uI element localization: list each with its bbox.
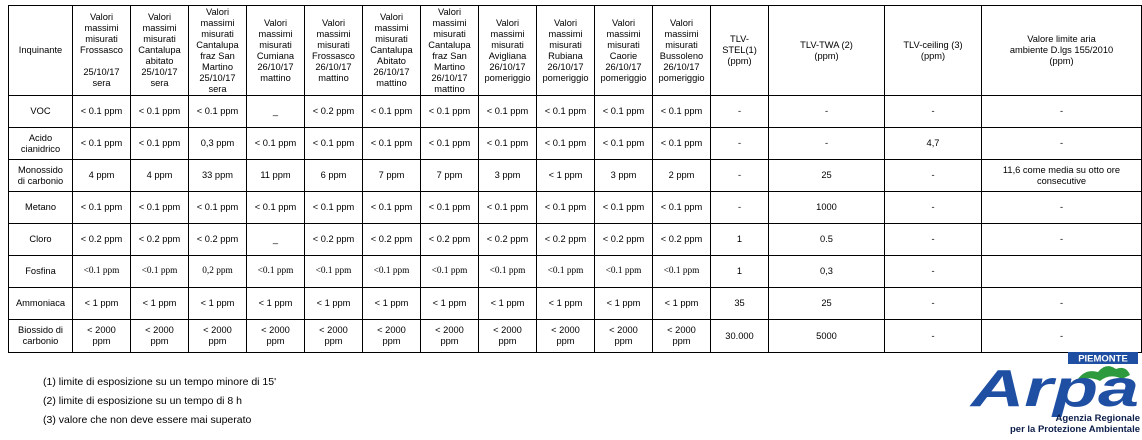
table-cell: 11 ppm [247,160,305,192]
table-cell: < 0.1 ppm [595,96,653,128]
table-cell: 0,3 [769,256,885,288]
table-cell: 5000 [769,320,885,353]
table-cell: < 0.1 ppm [537,192,595,224]
header-col-4: Valori massimi misurati Cumiana 26/10/17 mattino [247,6,305,96]
table-cell: < 1 ppm [595,288,653,320]
header-col-13: TLV-TWA (2) (ppm) [769,6,885,96]
table-cell: < 0.1 ppm [479,96,537,128]
table-cell: < 0.1 ppm [421,128,479,160]
table-cell: 1 [711,256,769,288]
logo-agency-line1: Agenzia Regionale [1055,413,1140,424]
table-cell: < 0.1 ppm [131,96,189,128]
table-cell: - [711,192,769,224]
header-col-8: Valori massimi misurati Avigliana 26/10/17 pomeriggio [479,6,537,96]
pollutant-name: Metano [9,192,73,224]
pollutants-table [8,5,1142,353]
table-cell: < 2000 ppm [131,320,189,353]
table-cell: < 1 ppm [305,288,363,320]
table-cell: 33 ppm [189,160,247,192]
table-cell: < 2000 ppm [595,320,653,353]
pollutant-name: Fosfina [9,256,73,288]
header-col-14: TLV-ceiling (3) (ppm) [885,6,982,96]
table-cell: < 2000 ppm [363,320,421,353]
table-cell: - [711,96,769,128]
table-cell: - [711,128,769,160]
table-cell: - [885,256,982,288]
table-cell: - [982,288,1142,320]
table-cell: <0.1 ppm [595,256,653,288]
table-cell: < 1 ppm [421,288,479,320]
table-cell: 4 ppm [131,160,189,192]
table-cell: < 2000 ppm [653,320,711,353]
pollutant-name: VOC [9,96,73,128]
table-cell: < 1 ppm [189,288,247,320]
header-col-12: TLV- STEL(1) (ppm) [711,6,769,96]
header-col-1: Valori massimi misurati Frossasco 25/10/17 sera [73,6,131,96]
table-cell: < 2000 ppm [73,320,131,353]
table-cell: < 1 ppm [479,288,537,320]
table-cell: < 0.1 ppm [363,128,421,160]
table-row [9,224,1142,256]
table-cell: < 0.1 ppm [305,128,363,160]
table-cell: < 0.2 ppm [595,224,653,256]
table-cell: < 0.1 ppm [595,192,653,224]
footnote-1: (1) limite di esposizione su un tempo minore di 15' [43,376,277,388]
table-cell: < 2000 ppm [479,320,537,353]
table-cell: < 1 ppm [537,288,595,320]
table-row [9,96,1142,128]
table-cell: < 2000 ppm [305,320,363,353]
table-cell: < 0.1 ppm [479,128,537,160]
table-cell: - [885,288,982,320]
table-cell: < 0.1 ppm [421,96,479,128]
logo-agency-line2: per la Protezione Ambientale [1010,424,1140,435]
header-col-11: Valori massimi misurati Bussoleno 26/10/17 pomeriggio [653,6,711,96]
table-cell: - [982,192,1142,224]
table-cell: - [885,160,982,192]
header-col-5: Valori massimi misurati Frossasco 26/10/17 mattino [305,6,363,96]
table-cell: - [982,320,1142,353]
table-cell: < 0.1 ppm [131,192,189,224]
table-cell: - [885,192,982,224]
table-cell: - [982,128,1142,160]
pollutant-name: Acido cianidrico [9,128,73,160]
table-header [9,6,1142,96]
table-cell: < 0.1 ppm [131,128,189,160]
header-col-10: Valori massimi misurati Caorie 26/10/17 pomeriggio [595,6,653,96]
table-cell: < 0.1 ppm [537,96,595,128]
table-row [9,128,1142,160]
table-cell: 0.5 [769,224,885,256]
table-cell: < 0.2 ppm [305,96,363,128]
table-cell: < 2000 ppm [247,320,305,353]
table-cell: < 0.1 ppm [247,192,305,224]
table-cell: 3 ppm [479,160,537,192]
table-row [9,256,1142,288]
table-row [9,160,1142,192]
table-cell: < 0.1 ppm [653,96,711,128]
table-cell: < 0.2 ppm [131,224,189,256]
table-cell: <0.1 ppm [305,256,363,288]
header-col-2: Valori massimi misurati Cantalupa abitato 25/10/17 sera [131,6,189,96]
table-cell: - [885,320,982,353]
table-cell: < 2000 ppm [189,320,247,353]
table-cell: <0.1 ppm [537,256,595,288]
table-cell: < 0.1 ppm [653,128,711,160]
table-cell: 0,3 ppm [189,128,247,160]
table-cell: < 0.1 ppm [73,128,131,160]
table-cell: <0.1 ppm [479,256,537,288]
table-cell [982,256,1142,288]
table-cell: < 1 ppm [131,288,189,320]
table-cell: 30.000 [711,320,769,353]
table-cell: <0.1 ppm [363,256,421,288]
table-cell: < 0.1 ppm [421,192,479,224]
header-row [9,6,1142,96]
table-cell: - [982,96,1142,128]
table-cell: < 1 ppm [537,160,595,192]
table-cell: 1 [711,224,769,256]
table-cell: 4 ppm [73,160,131,192]
header-col-9: Valori massimi misurati Rubiana 26/10/17 pomeriggio [537,6,595,96]
table-cell: - [982,224,1142,256]
table-cell: < 1 ppm [653,288,711,320]
table-cell: < 0.2 ppm [479,224,537,256]
table-cell: <0.1 ppm [653,256,711,288]
header-col-3: Valori massimi misurati Cantalupa fraz San Martino 25/10/17 sera [189,6,247,96]
table-cell: < 0.2 ppm [363,224,421,256]
table-cell: 6 ppm [305,160,363,192]
table-row [9,288,1142,320]
table-cell: - [769,96,885,128]
table-cell: 35 [711,288,769,320]
header-col-6: Valori massimi misurati Cantalupa Abitato 26/10/17 mattino [363,6,421,96]
table-cell: < 0.2 ppm [189,224,247,256]
table-cell: _ [247,96,305,128]
table-cell: 0,2 ppm [189,256,247,288]
table-cell: - [769,128,885,160]
table-cell: < 0.1 ppm [363,192,421,224]
table-cell: 7 ppm [421,160,479,192]
table-cell: < 1 ppm [247,288,305,320]
header-pollutant: Inquinante [9,6,73,96]
table-cell: <0.1 ppm [421,256,479,288]
pollutant-name: Cloro [9,224,73,256]
table-cell: <0.1 ppm [247,256,305,288]
pollutant-name: Monossido di carbonio [9,160,73,192]
table-cell: < 1 ppm [73,288,131,320]
table-cell: < 0.1 ppm [73,96,131,128]
table-cell: < 0.1 ppm [479,192,537,224]
table-cell: 1000 [769,192,885,224]
table-cell: _ [247,224,305,256]
table-cell: < 0.2 ppm [421,224,479,256]
table-cell: < 0.2 ppm [653,224,711,256]
table-cell: 2 ppm [653,160,711,192]
table-row [9,192,1142,224]
logo-wordmark: Arpa [968,360,1139,418]
table-cell: < 0.2 ppm [305,224,363,256]
table-cell: <0.1 ppm [73,256,131,288]
pollutant-name: Biossido di carbonio [9,320,73,353]
table-cell: < 0.1 ppm [305,192,363,224]
table-cell: 11,6 come media su otto ore consecutive [982,160,1142,192]
table-row [9,320,1142,353]
table-cell: <0.1 ppm [131,256,189,288]
table-cell: - [885,224,982,256]
table-cell: < 0.1 ppm [363,96,421,128]
table-cell: < 1 ppm [363,288,421,320]
table-cell: < 0.1 ppm [247,128,305,160]
table-cell: - [885,96,982,128]
table-cell: < 0.1 ppm [595,128,653,160]
footnote-3: (3) valore che non deve essere mai superato [43,414,252,426]
table-cell: 4,7 [885,128,982,160]
table-cell: < 0.1 ppm [73,192,131,224]
table-cell: < 0.1 ppm [537,128,595,160]
table-cell: < 2000 ppm [421,320,479,353]
region-label: PIEMONTE [1078,353,1128,365]
table-cell: < 0.2 ppm [73,224,131,256]
table-cell: < 2000 ppm [537,320,595,353]
arpa-logo-graphic [968,352,1142,435]
table-cell: < 0.1 ppm [189,192,247,224]
table-cell: < 0.1 ppm [189,96,247,128]
table-body [9,96,1142,353]
arpa-logo [968,352,1142,435]
table-cell: 7 ppm [363,160,421,192]
table-cell: < 0.2 ppm [537,224,595,256]
table-cell: < 0.1 ppm [653,192,711,224]
table-cell: - [711,160,769,192]
header-col-15: Valore limite aria ambiente D.lgs 155/2010 (ppm) [982,6,1142,96]
table-cell: 25 [769,160,885,192]
table-cell: 3 ppm [595,160,653,192]
footnotes [43,373,276,430]
table-cell: 25 [769,288,885,320]
header-col-7: Valori massimi misurati Cantalupa fraz San Martino 26/10/17 mattino [421,6,479,96]
footnote-2: (2) limite di esposizione su un tempo di 8 h [43,395,243,407]
pollutant-name: Ammoniaca [9,288,73,320]
